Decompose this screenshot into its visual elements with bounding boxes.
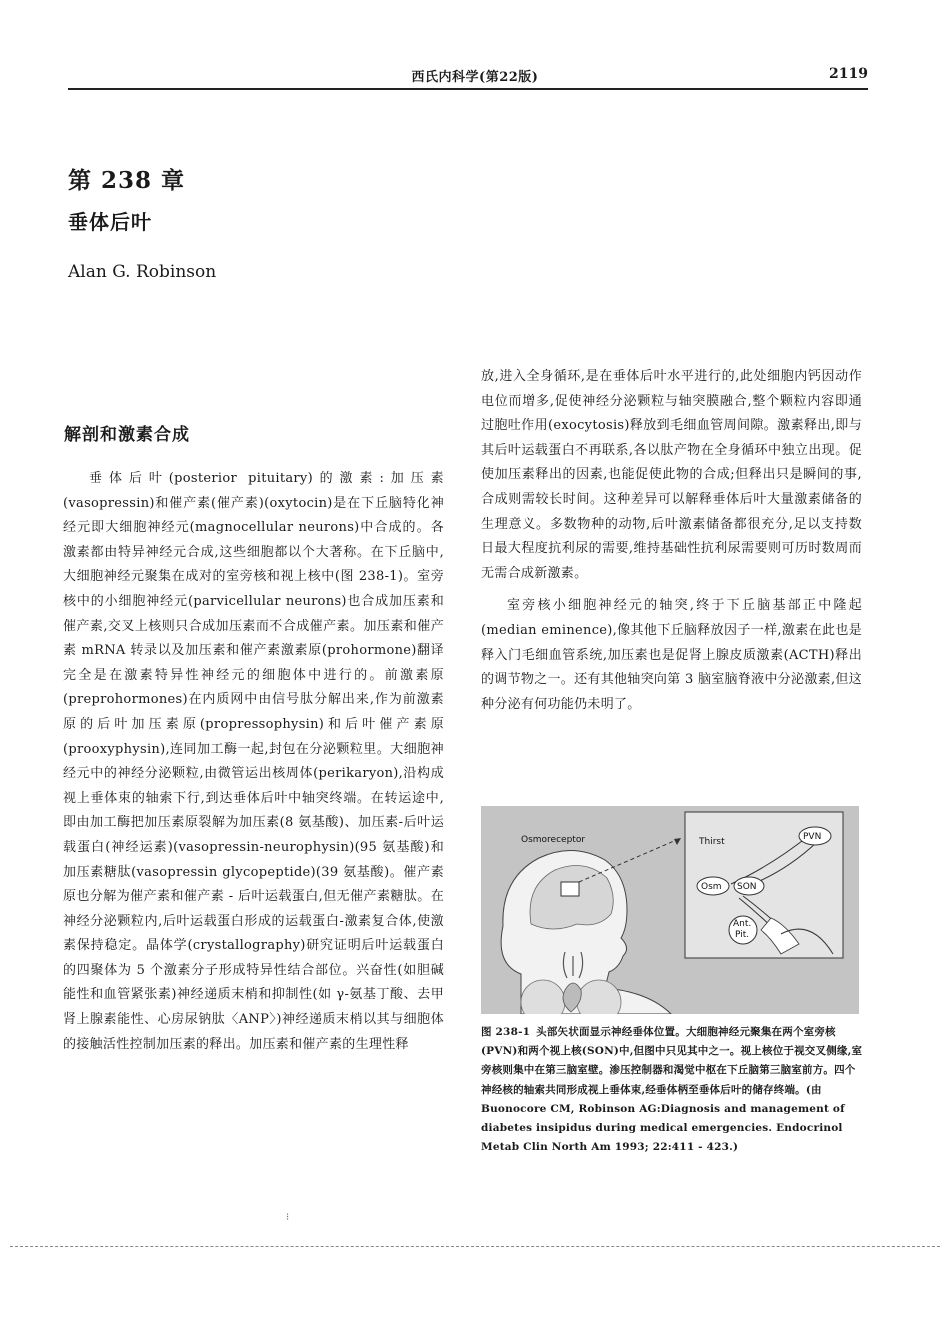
body-paragraph: 放,进入全身循环,是在垂体后叶水平进行的,此处细胞内钙因动作电位而增多,促使神经分泌颗粒与轴突膜融合,整个颗粒内容即通过胞吐作用(exocytosis)释放到毛细血管周间隙。激素释出,即与其后叶运载蛋白不再联系,各以肽产物在全身循环中独立出现。促使加压素释出的因素,也能促使此物的合成;但释出只是瞬间的事,合成则需较长时间。这种差异可以解释垂体后叶大量激素储备的生理意义。多数物种的动物,后叶激素储备都很充分,足以支持数日最大程度抗利尿的需要,维持基础性抗利尿需要则可历时数周而无需合成新激素。	[481, 369, 862, 581]
author-name: Alan G. Robinson	[68, 262, 217, 282]
bottom-rule	[10, 1246, 940, 1247]
label-ant: Ant.	[733, 919, 752, 929]
running-header-title: 西氏内科学(第22版)	[411, 70, 539, 85]
label-son: SON	[737, 882, 757, 892]
left-column	[63, 467, 444, 1057]
hypothalamus-box	[561, 882, 579, 896]
chapter-title: 垂体后叶	[68, 210, 152, 234]
figure-sagittal-head	[481, 806, 859, 1014]
label-osmoreceptor: Osmoreceptor	[521, 835, 586, 845]
caption-reference: (由 Buonocore CM, Robinson AG:Diagnosis and management of diabetes insipidus during medical emergencies. Endocrinol Metab Clin North Am 1993; 22:411 - 423.)	[481, 1083, 845, 1154]
caption-figure-number: 图 238-1	[481, 1026, 531, 1038]
label-pit: Pit.	[735, 930, 750, 940]
footer-mark: ⁝	[286, 1212, 290, 1223]
arrow-head	[674, 838, 681, 845]
section-heading: 解剖和激素合成	[64, 425, 190, 445]
figure-caption	[481, 1023, 863, 1157]
body-paragraph: 垂体后叶(posterior pituitary)的激素:加压素(vasopressin)和催产素(催产素)(oxytocin)是在下丘脑特化神经元即大细胞神经元(magnocellular neurons)中合成的。各激素都由特异神经元合成,这些细胞都以个大著称。在下丘脑中,大细胞神经元聚集在成对的室旁核和视上核中(图 238-1)。室旁核中的小细胞神经元(parvicellular neurons)也合成加压素和催产素,交叉上核则只合成加压素而不合成催产素。加压素和催产素 mRNA 转录以及加压素和催产素激素原(prohormone)翻译完全是在激素特异性神经元的细胞体中进行的。前激素原(preprohormones)在内质网中由信号肽分解出来,作为前激素原的后叶加压素原(propressophysin)和后叶催产素原(prooxyphysin),连同加工酶一起,封包在分泌颗粒里。大细胞神经元中的神经分泌颗粒,由微管运出核周体(perikaryon),沿构成视上垂体束的轴索下行,到达垂体后叶中轴突终端。在转运途中,即由加工酶把加压素原裂解为加压素(8 氨基酸)、加压素-后叶运载蛋白(神经运素)(vasopressin-neurophysin)(95 氨基酸)和加压素糖肽(vasopressin glycopeptide)(39 氨基酸)。催产素原也分解为催产素和催产素 - 后叶运载蛋白,但无催产素糖肽。在神经分泌颗粒内,后叶运载蛋白形成的运载蛋白-激素复合体,使激素保持稳定。晶体学(crystallography)研究证明后叶运载蛋白的四聚体为 5 个激素分子形成特异性结合部位。兴奋性(如胆碱能性和血管紧张素)神经递质末梢和抑制性(如 γ-氨基丁酸、去甲肾上腺素能性、心房尿钠肽〈ANP〉)神经递质末梢以其与细胞体的接触活性控制加压素的释出。加压素和催产素的生理性释	[63, 471, 444, 1052]
label-osm: Osm	[701, 882, 722, 892]
caption-text: 头部矢状面显示神经垂体位置。大细胞神经元聚集在两个室旁核(PVN)和两个视上核(SON)中,但图中只见其中之一。视上核位于视交叉侧缘,室旁核则集中在第三脑室壁。渗压控制器和渴觉中枢在下丘脑第三脑室前方。四个神经核的轴索共同形成视上垂体束,经垂体柄至垂体后叶的储存终端。	[481, 1026, 863, 1096]
page-number: 2119	[829, 66, 868, 82]
right-column	[481, 365, 862, 717]
chapter-label: 第 238 章	[68, 167, 186, 194]
body-paragraph: 室旁核小细胞神经元的轴突,终于下丘脑基部正中隆起(median eminence),像其他下丘脑释放因子一样,激素在此也是释入门毛细血管系统,加压素也是促肾上腺皮质激素(ACTH)释出的调节物之一。还有其他轴突向第 3 脑室脑脊液中分泌激素,但这种分泌有何功能仍未明了。	[481, 598, 862, 712]
label-thirst: Thirst	[699, 837, 725, 847]
header-rule	[68, 88, 868, 90]
label-pvn: PVN	[803, 832, 822, 842]
